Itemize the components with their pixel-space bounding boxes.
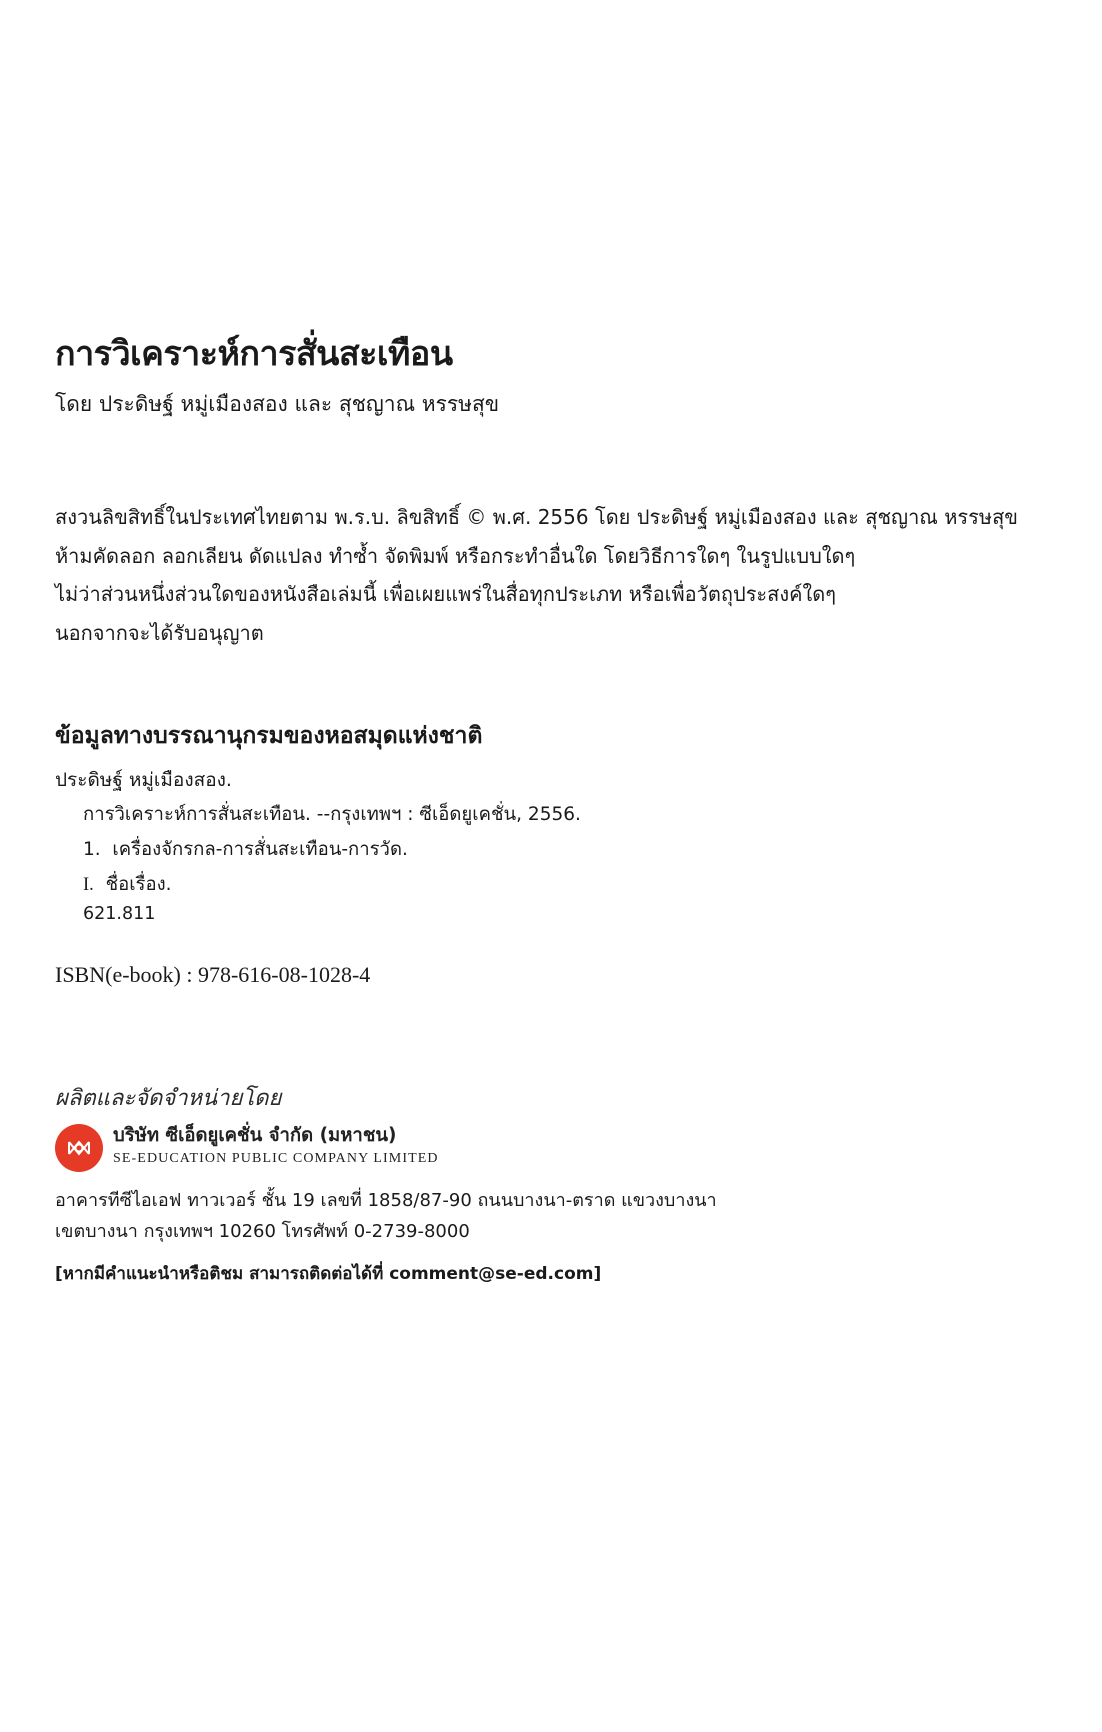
cip-subject (83, 835, 408, 864)
address-line: อาคารทีซีไอเอฟ ทาวเวอร์ ชั้น 19 เลขที่ 1858/87-90 ถนนบางนา-ตราด แขวงบางนา (55, 1190, 717, 1211)
feedback-contact: [หากมีคำแนะนำหรือติชม สามารถติดต่อได้ที่ comment@se-ed.com] (55, 1264, 602, 1284)
cip-title-roman: I. (83, 875, 94, 895)
cip-classification: 621.811 (83, 904, 156, 924)
publisher-address (55, 1185, 717, 1247)
company-name-english: SE-EDUCATION PUBLIC COMPANY LIMITED (113, 1151, 439, 1166)
cip-title-line: การวิเคราะห์การสั่นสะเทือน. --กรุงเทพฯ : ซีเอ็ดยูเคชั่น, 2556. (83, 804, 581, 825)
book-title: การวิเคราะห์การสั่นสะเทือน (55, 334, 453, 374)
copyright-line: นอกจากจะได้รับอนุญาต (55, 620, 264, 645)
cip-subject-text: เครื่องจักรกล-การสั่นสะเทือน-การวัด. (112, 839, 408, 860)
cip-title-entry (83, 870, 172, 899)
book-authors: โดย ประดิษฐ์ หมู่เมืองสอง และ สุชญาณ หรรษสุข (55, 392, 500, 416)
publisher-intro: ผลิตและจัดจำหน่ายโดย (55, 1086, 282, 1111)
cip-author: ประดิษฐ์ หมู่เมืองสอง. (55, 769, 232, 791)
copyright-notice (55, 498, 1018, 652)
cip-title-entry-text: ชื่อเรื่อง. (105, 874, 172, 895)
address-line: เขตบางนา กรุงเทพฯ 10260 โทรศัพท์ 0-2739-8000 (55, 1221, 470, 1242)
copyright-line: สงวนลิขสิทธิ์ในประเทศไทยตาม พ.ร.บ. ลิขสิทธิ์ © พ.ศ. 2556 โดย ประดิษฐ์ หมู่เมืองสอง และ สุชญาณ หรรษสุข (55, 505, 1018, 529)
company-name-thai: บริษัท ซีเอ็ดยูเคชั่น จำกัด (มหาชน) (113, 1125, 397, 1146)
copyright-line: ไม่ว่าส่วนหนึ่งส่วนใดของหนังสือเล่มนี้ เพื่อเผยแพร่ในสื่อทุกประเภท หรือเพื่อวัตถุประสงค์ใดๆ (55, 582, 837, 606)
cip-heading: ข้อมูลทางบรรณานุกรมของหอสมุดแห่งชาติ (55, 723, 483, 749)
cip-subject-number: 1. (83, 839, 101, 860)
copyright-line: ห้ามคัดลอก ลอกเลียน ดัดแปลง ทำซ้ำ จัดพิมพ์ หรือกระทำอื่นใด โดยวิธีการใดๆ ในรูปแบบใดๆ (55, 543, 856, 568)
se-ed-logo-icon (55, 1124, 103, 1172)
isbn: ISBN(e-book) : 978-616-08-1028-4 (55, 962, 371, 987)
